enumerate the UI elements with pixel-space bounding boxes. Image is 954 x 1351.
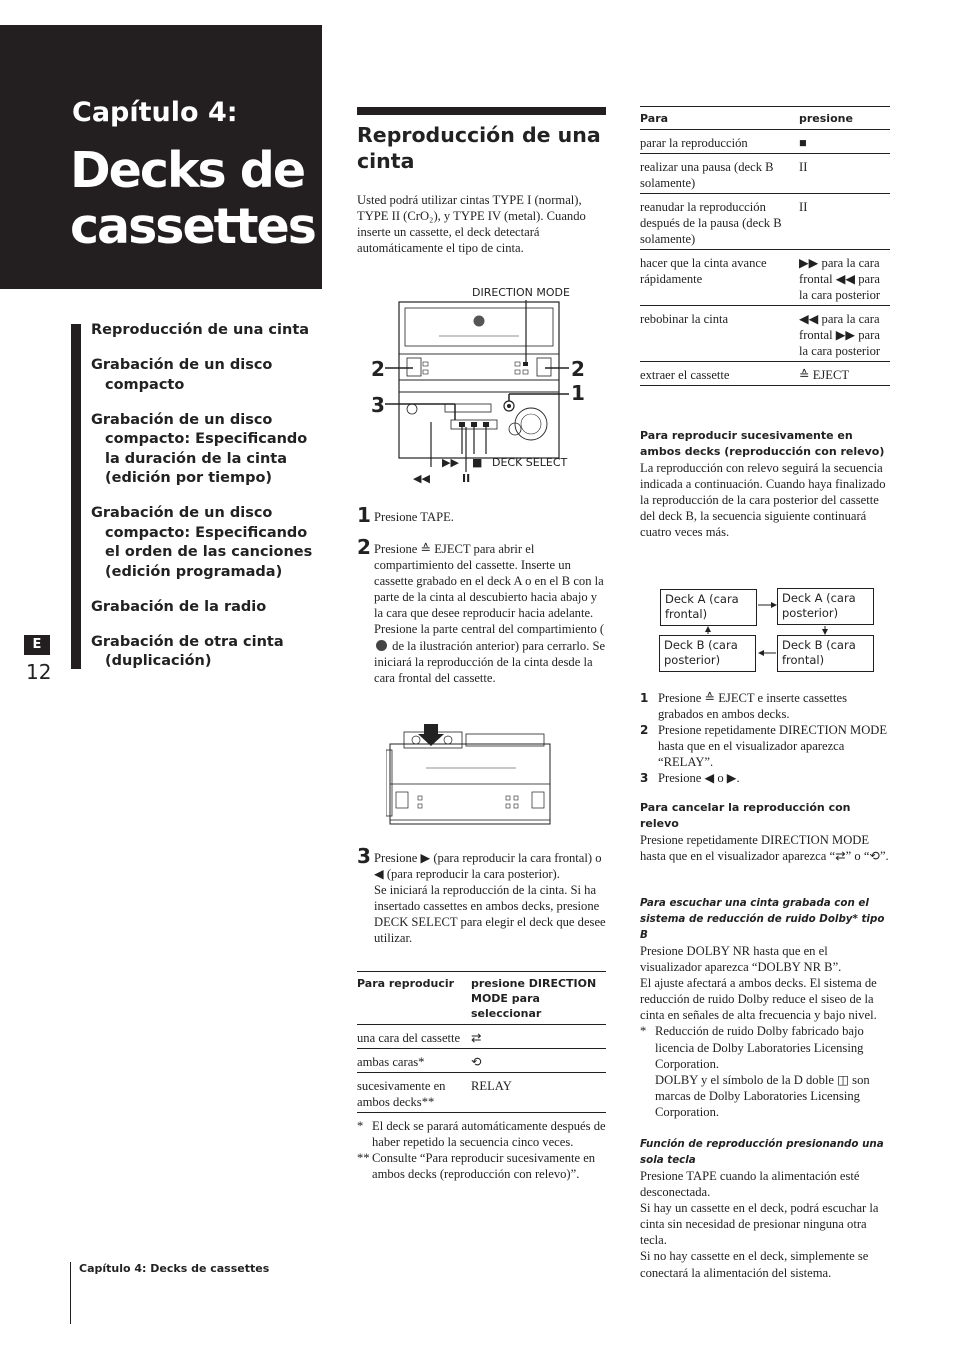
step-number: 3 <box>357 844 371 868</box>
step-1 <box>357 503 609 527</box>
callout-3: 3 <box>371 393 385 417</box>
footnote-text: Consulte “Para reproducir sucesivamente en ambos decks (reproducción con relevo)”. <box>372 1151 596 1182</box>
step-2 <box>357 535 609 686</box>
table-cell: sucesivamente en ambos decks** <box>357 1073 463 1113</box>
chapter-title-line2: cassettes <box>70 198 315 255</box>
relay-box: Deck B (cara posterior) <box>659 635 756 672</box>
list-text: Presione repetidamente DIRECTION MODE hasta que en el visualizador aparezca “RELAY”. <box>658 723 888 770</box>
toc-item[interactable]: Grabación de la radio <box>91 598 267 615</box>
subsection-heading: Para cancelar la reproducción con relevo <box>640 801 851 830</box>
callout-2-left: 2 <box>371 357 385 381</box>
cassette-insert-illustration <box>386 722 556 830</box>
relay-box: Deck A (cara posterior) <box>777 588 874 625</box>
relay-steps <box>640 690 892 787</box>
table-header-row <box>357 972 606 1025</box>
table-cell: II <box>791 154 890 194</box>
table-header-row <box>640 107 890 130</box>
relay-paragraph: La reproducción con relevo seguirá la secuencia indicada a continuación. Cuando haya finalizado la reproducción de la cara posterior del cassette del deck B, la secuencia siguiente continuará cuatro veces más. <box>640 461 886 540</box>
deck-select-label: DECK SELECT <box>492 456 568 469</box>
table-cell: extraer el cassette <box>640 362 791 386</box>
footnote <box>357 1150 609 1182</box>
callout-1: 1 <box>571 381 585 405</box>
one-touch-section <box>640 1136 892 1281</box>
dolby-footnote <box>640 1023 892 1120</box>
table-cell: realizar una pausa (deck B solamente) <box>640 154 791 194</box>
direction-mode-table <box>357 971 606 1113</box>
language-badge: E <box>24 635 50 655</box>
table-row <box>357 1073 606 1113</box>
table-cell: ambas caras* <box>357 1049 463 1073</box>
relay-box: Deck B (cara frontal) <box>777 635 874 672</box>
step-number: 2 <box>357 535 371 559</box>
step-text <box>374 541 609 686</box>
list-item <box>640 690 892 722</box>
table-cell: parar la reproducción <box>640 130 791 154</box>
ff-label: ▶▶ <box>442 456 459 469</box>
table-row <box>640 154 890 194</box>
table-row <box>640 130 890 154</box>
one-touch-paragraph: Si no hay cassette en el deck, simplemente se conectará la alimentación del sistema. <box>640 1249 869 1280</box>
step-text-part: Se iniciará la reproducción de la cinta. Si ha insertado cassettes en ambos decks, presione DECK SELECT para elegir el deck que desee utilizar. <box>374 883 606 946</box>
list-number: 2 <box>640 723 649 738</box>
table-cell: ≙ EJECT <box>791 362 890 386</box>
cancel-paragraph: Presione repetidamente DIRECTION MODE hasta que en el visualizador aparezca “⇄” o “⟲”. <box>640 833 889 864</box>
table-row <box>640 362 890 386</box>
rew-label: ◀◀ <box>413 472 430 485</box>
dolby-section <box>640 895 892 1120</box>
operations-table <box>640 106 890 386</box>
page-number: 12 <box>26 660 52 684</box>
table-cell: rebobinar la cinta <box>640 306 791 362</box>
relay-arrows <box>655 585 880 675</box>
list-text: Presione ◀ o ▶. <box>658 771 740 786</box>
table-cell: ■ <box>791 130 890 154</box>
toc-bar <box>71 324 81 669</box>
footnote-text: El deck se parará automáticamente después de haber repetido la secuencia cinco veces. <box>372 1119 606 1150</box>
section-rule <box>357 107 606 115</box>
relay-section <box>640 428 892 540</box>
footnote-mark: * <box>640 1024 647 1039</box>
table-cell: ▶▶ para la cara frontal ◀◀ para la cara posterior <box>791 250 890 306</box>
footnote-text: DOLBY y el símbolo de la D doble ◫ son marcas de Dolby Laboratories Licensing Corporation. <box>655 1072 870 1119</box>
subsection-heading: Para reproducir sucesivamente en ambos decks (reproducción con relevo) <box>640 429 885 458</box>
chapter-toc <box>91 321 326 687</box>
pause-label: II <box>462 472 471 485</box>
intro-paragraph: Usted podrá utilizar cintas TYPE I (normal), TYPE II (CrO₂), y TYPE IV (metal). Cuando inserte un cassette, el deck detectará automáticamente el tipo de cinta. <box>357 193 586 256</box>
table-cell: ◀◀ para la cara frontal ▶▶ para la cara posterior <box>791 306 890 362</box>
footer-rule <box>70 1262 71 1324</box>
section-title: Reproducción de una cinta <box>357 123 601 173</box>
dolby-paragraph: Presione DOLBY NR hasta que en el visualizador aparezca “DOLBY NR B”. <box>640 944 842 975</box>
deck-b-row <box>399 380 559 392</box>
toc-item[interactable]: Grabación de un disco compacto <box>91 357 273 393</box>
chapter-title <box>70 143 315 255</box>
footnotes <box>357 1118 609 1182</box>
footnote-mark: ** <box>357 1151 370 1166</box>
toc-item[interactable]: Reproducción de una cinta <box>91 322 310 338</box>
step-text: Presione TAPE. <box>374 510 454 524</box>
table-header: presione <box>791 107 890 130</box>
table-row <box>640 306 890 362</box>
chapter-label: Capítulo 4: <box>72 97 238 128</box>
dolby-paragraph: El ajuste afectará a ambos decks. El sistema de reducción de ruido Dolby reduce el siseo de la cinta en señales de alta frecuencia y bajo nivel. <box>640 976 877 1023</box>
step-text-part: de la ilustración anterior) para cerrarlo. Se iniciará la reproducción de la cinta desde la cara frontal del cassette. <box>374 638 606 685</box>
relay-sequence-diagram <box>655 585 880 675</box>
list-item <box>640 770 892 786</box>
table-row <box>357 1049 606 1073</box>
one-touch-paragraph: Si hay un cassette en el deck, podrá escuchar la cinta sin necesidad de presionar ninguna otra tecla. <box>640 1201 879 1248</box>
toc-item[interactable]: Grabación de un disco compacto: Especificando el orden de las canciones (edición programada) <box>91 505 313 580</box>
list-text: Presione ≙ EJECT e inserte cassettes grabados en ambos decks. <box>658 691 848 722</box>
relay-box: Deck A (cara frontal) <box>660 589 757 626</box>
step-text-part: Presione ≙ EJECT para abrir el compartimiento del cassette. Inserte un cassette grabado en el deck A o en el B con la parte de la cinta al descubierto hacia abajo y la cara que desee reproducir hacia adelante. Presione la parte central del compartimiento ( <box>374 542 605 637</box>
footnote-text: Reducción de ruido Dolby fabricado bajo licencia de Dolby Laboratories Licensing Corporation. <box>655 1024 864 1071</box>
table-row <box>640 250 890 306</box>
page-footer: Capítulo 4: Decks de cassettes <box>79 1262 270 1275</box>
disc-button <box>474 316 485 327</box>
list-number: 1 <box>640 691 649 705</box>
table-row <box>357 1025 606 1049</box>
footnote-mark: * <box>357 1119 364 1133</box>
step-text-part: Presione ▶ (para reproducir la cara frontal) o ◀ (para reproducir la cara posterior). <box>374 851 602 882</box>
step-number: 1 <box>357 503 371 527</box>
table-cell: ⟲ <box>463 1049 606 1073</box>
one-touch-paragraph: Presione TAPE cuando la alimentación esté desconectada. <box>640 1169 860 1200</box>
table-cell: reanudar la reproducción después de la pausa (deck B solamente) <box>640 194 791 250</box>
table-header: Para reproducir <box>357 972 463 1025</box>
table-header: presione DIRECTION MODE para seleccionar <box>463 972 606 1025</box>
cancel-relay-section <box>640 800 892 864</box>
table-row <box>640 194 890 250</box>
direction-mode-label: DIRECTION MODE <box>472 286 570 299</box>
table-cell: hacer que la cinta avance rápidamente <box>640 250 791 306</box>
table-cell: una cara del cassette <box>357 1025 463 1049</box>
subsection-heading: Para escuchar una cinta grabada con el sistema de reducción de ruido Dolby* tipo B <box>640 897 885 941</box>
list-number: 3 <box>640 771 649 786</box>
step-text <box>374 850 609 947</box>
deck-a-row <box>399 354 559 380</box>
table-cell: ⇄ <box>463 1025 606 1049</box>
callout-2-right: 2 <box>571 357 585 381</box>
table-cell: RELAY <box>463 1073 606 1113</box>
disc-button-icon <box>376 640 387 651</box>
list-item <box>640 722 892 770</box>
toc-item[interactable]: Grabación de un disco compacto: Especificando la duración de la cinta (edición por tiempo) <box>91 411 308 486</box>
chapter-banner <box>0 25 322 289</box>
toc-item[interactable]: Grabación de otra cinta (duplicación) <box>91 633 284 669</box>
chapter-title-line1: Decks de <box>70 142 305 199</box>
table-header: Para <box>640 107 791 130</box>
control-panel <box>399 392 559 458</box>
footnote <box>357 1118 609 1150</box>
subsection-heading: Función de reproducción presionando una sola tecla <box>640 1138 884 1166</box>
stop-label: ■ <box>472 456 483 469</box>
stereo-unit-illustration <box>355 282 611 494</box>
table-cell: II <box>791 194 890 250</box>
step-3 <box>357 844 609 947</box>
